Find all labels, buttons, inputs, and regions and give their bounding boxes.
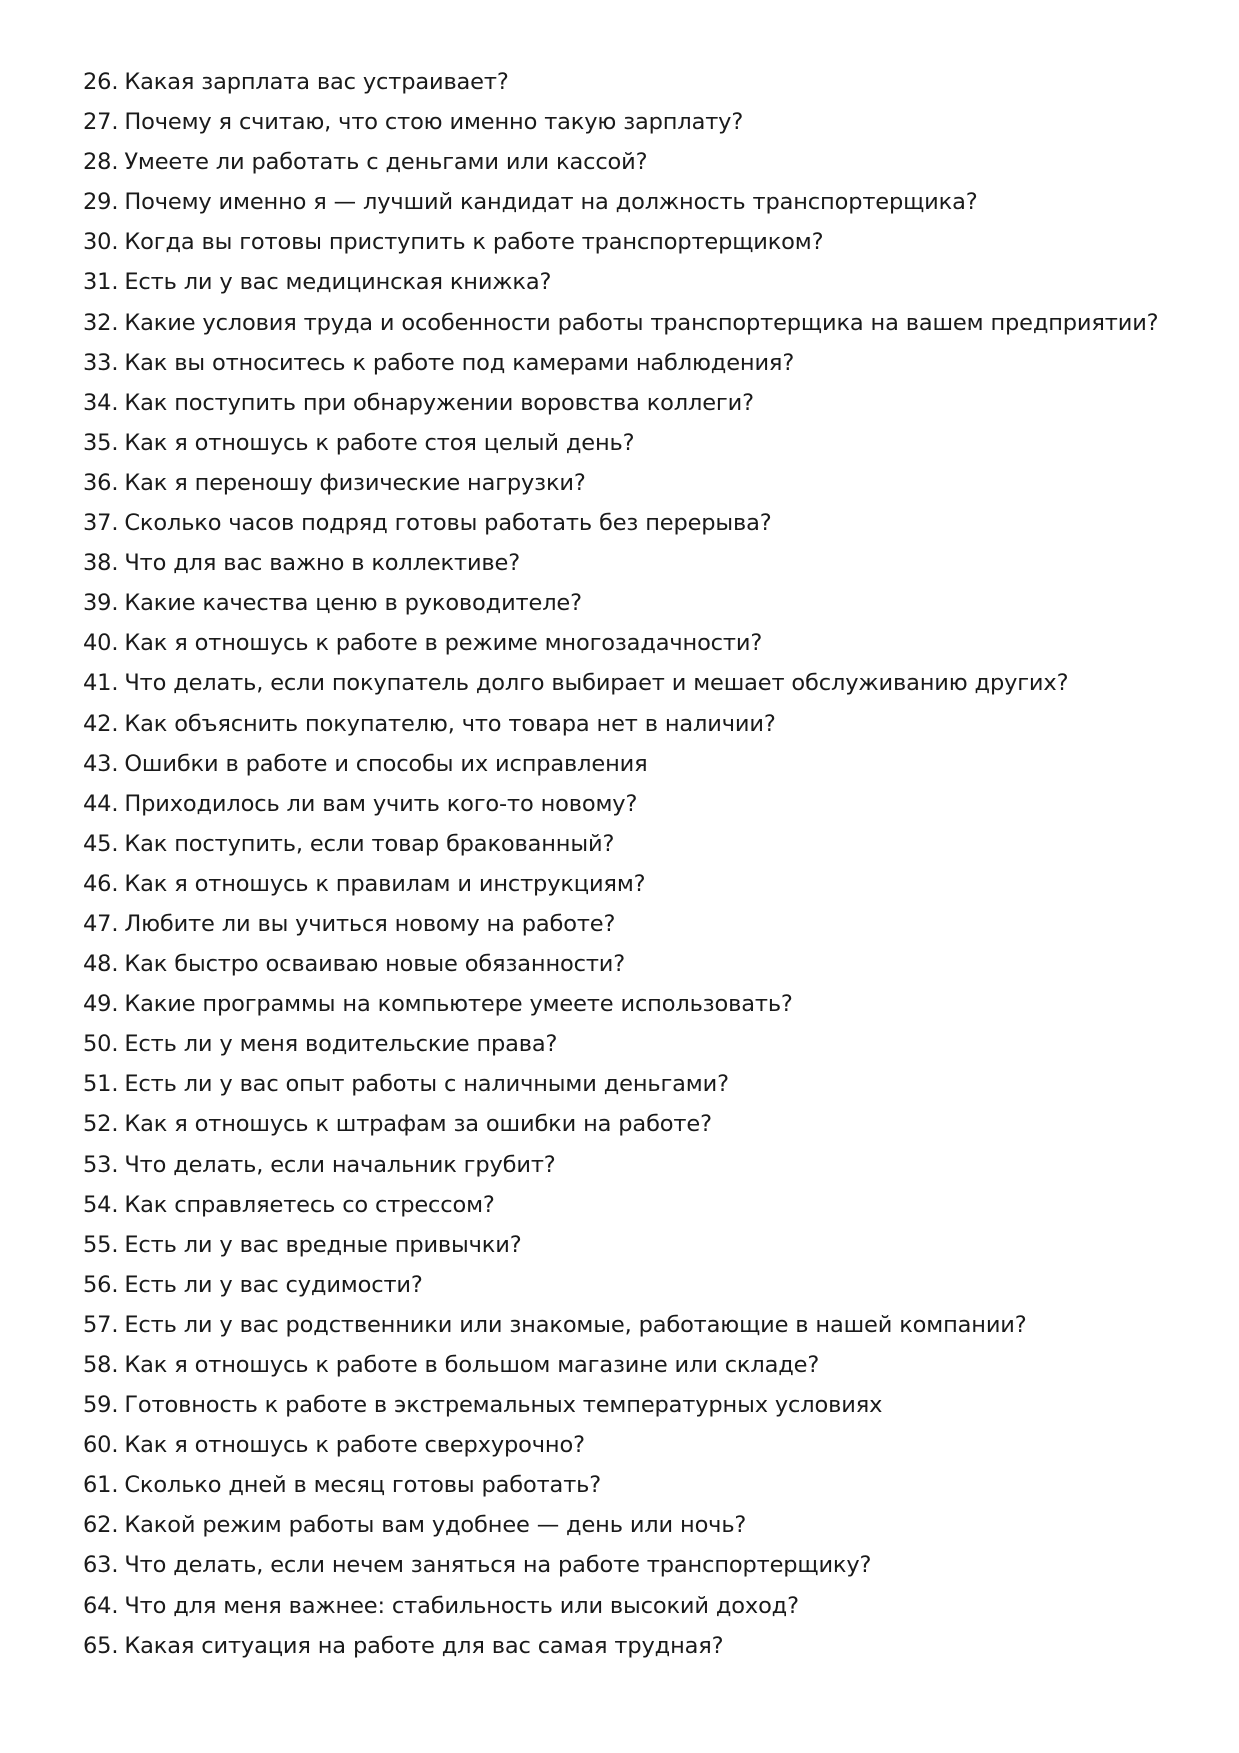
question-text: Что делать, если нечем заняться на работе транспортерщику? xyxy=(124,1552,872,1579)
question-item xyxy=(83,1265,1158,1305)
question-item xyxy=(83,1225,1158,1265)
question-text: Как я отношусь к работе стоя целый день? xyxy=(124,429,635,456)
question-item xyxy=(83,102,1158,142)
question-text: Как я отношусь к работе сверхурочно? xyxy=(124,1432,585,1459)
question-number: 35. xyxy=(83,429,119,456)
question-item xyxy=(83,1024,1158,1064)
question-text: Есть ли у вас вредные привычки? xyxy=(124,1231,522,1258)
question-item xyxy=(83,343,1158,383)
question-number: 28. xyxy=(83,149,119,176)
question-item xyxy=(83,944,1158,984)
question-item xyxy=(83,744,1158,784)
question-number: 26. xyxy=(83,69,119,95)
question-number: 38. xyxy=(83,550,119,577)
question-item xyxy=(83,864,1158,904)
question-text: Почему я считаю, что стою именно такую зарплату? xyxy=(124,109,744,136)
question-item xyxy=(83,1545,1158,1585)
question-text: Любите ли вы учиться новому на работе? xyxy=(124,910,616,937)
question-list xyxy=(83,62,1158,1666)
question-item xyxy=(83,62,1158,102)
question-text: Как я отношусь к правилам и инструкциям? xyxy=(124,870,646,897)
question-text: Какие качества ценю в руководителе? xyxy=(124,590,582,617)
question-number: 57. xyxy=(83,1311,119,1338)
question-item xyxy=(83,1505,1158,1545)
question-item xyxy=(83,1064,1158,1104)
question-text: Сколько дней в месяц готовы работать? xyxy=(124,1472,602,1499)
question-number: 30. xyxy=(83,229,119,256)
question-item xyxy=(83,1626,1158,1666)
question-number: 44. xyxy=(83,790,119,817)
question-item xyxy=(83,222,1158,262)
question-number: 60. xyxy=(83,1432,119,1459)
question-text: Почему именно я — лучший кандидат на должность транспортерщика? xyxy=(124,189,978,216)
question-number: 63. xyxy=(83,1552,119,1579)
question-text: Какой режим работы вам удобнее — день или ночь? xyxy=(124,1512,747,1539)
question-item xyxy=(83,543,1158,583)
question-text: Есть ли у вас судимости? xyxy=(124,1271,423,1298)
question-item xyxy=(83,503,1158,543)
question-item xyxy=(83,824,1158,864)
question-number: 47. xyxy=(83,910,119,937)
question-item xyxy=(83,1465,1158,1505)
question-text: Как справляетесь со стрессом? xyxy=(124,1191,495,1218)
question-number: 51. xyxy=(83,1071,119,1098)
question-item xyxy=(83,262,1158,302)
question-item xyxy=(83,383,1158,423)
question-text: Умеете ли работать с деньгами или кассой? xyxy=(124,149,648,176)
question-number: 33. xyxy=(83,349,119,376)
question-item xyxy=(83,1305,1158,1345)
question-text: Как я отношусь к работе в большом магазине или складе? xyxy=(124,1352,820,1378)
question-item xyxy=(83,904,1158,944)
question-text: Как быстро осваиваю новые обязанности? xyxy=(124,951,626,978)
question-number: 29. xyxy=(83,189,119,216)
question-item xyxy=(83,663,1158,703)
question-item xyxy=(83,1145,1158,1185)
question-number: 27. xyxy=(83,109,119,136)
question-number: 65. xyxy=(83,1632,119,1659)
question-item xyxy=(83,182,1158,222)
question-number: 36. xyxy=(83,469,119,496)
question-number: 39. xyxy=(83,590,119,617)
question-text: Есть ли у вас медицинская книжка? xyxy=(124,269,552,296)
question-number: 37. xyxy=(83,510,119,537)
question-number: 31. xyxy=(83,269,119,296)
question-item xyxy=(83,1104,1158,1144)
question-item xyxy=(83,623,1158,663)
question-number: 40. xyxy=(83,630,119,657)
question-number: 56. xyxy=(83,1271,119,1298)
question-item xyxy=(83,1345,1158,1385)
question-text: Какие программы на компьютере умеете использовать? xyxy=(124,991,793,1018)
question-number: 42. xyxy=(83,710,119,737)
question-text: Что для меня важнее: стабильность или высокий доход? xyxy=(124,1592,799,1619)
question-number: 64. xyxy=(83,1592,119,1619)
question-item xyxy=(83,303,1158,343)
question-text: Как объяснить покупателю, что товара нет в наличии? xyxy=(124,710,776,737)
question-number: 50. xyxy=(83,1031,119,1058)
question-text: Как вы относитесь к работе под камерами наблюдения? xyxy=(124,349,795,376)
question-text: Как я отношусь к работе в режиме многозадачности? xyxy=(124,630,763,657)
question-text: Готовность к работе в экстремальных температурных условиях xyxy=(124,1392,883,1419)
question-item xyxy=(83,423,1158,463)
question-text: Что для вас важно в коллективе? xyxy=(124,550,521,577)
question-text: Есть ли у вас родственники или знакомые, работающие в нашей компании? xyxy=(124,1311,1027,1338)
question-item xyxy=(83,784,1158,824)
question-text: Сколько часов подряд готовы работать без перерыва? xyxy=(124,510,772,537)
question-item xyxy=(83,463,1158,503)
question-number: 55. xyxy=(83,1231,119,1258)
question-item xyxy=(83,984,1158,1024)
question-number: 49. xyxy=(83,991,119,1018)
question-item xyxy=(83,583,1158,623)
question-number: 41. xyxy=(83,670,119,697)
question-item xyxy=(83,1385,1158,1425)
question-text: Как я отношусь к штрафам за ошибки на работе? xyxy=(124,1111,712,1138)
question-text: Приходилось ли вам учить кого-то новому? xyxy=(124,790,638,817)
question-text: Что делать, если начальник грубит? xyxy=(124,1151,556,1178)
question-number: 54. xyxy=(83,1191,119,1218)
question-text: Ошибки в работе и способы их исправления xyxy=(124,750,648,777)
question-item xyxy=(83,1425,1158,1465)
question-text: Есть ли у меня водительские права? xyxy=(124,1031,558,1058)
question-item xyxy=(83,142,1158,182)
question-text: Какая зарплата вас устраивает? xyxy=(124,69,509,95)
question-text: Какие условия труда и особенности работы транспортерщика на вашем предприятии? xyxy=(124,309,1159,336)
question-number: 58. xyxy=(83,1352,119,1378)
question-number: 53. xyxy=(83,1151,119,1178)
question-item xyxy=(83,1185,1158,1225)
question-number: 59. xyxy=(83,1392,119,1419)
question-number: 32. xyxy=(83,309,119,336)
question-number: 61. xyxy=(83,1472,119,1499)
question-number: 45. xyxy=(83,830,119,857)
question-text: Как я переношу физические нагрузки? xyxy=(124,469,586,496)
question-text: Что делать, если покупатель долго выбирает и мешает обслуживанию других? xyxy=(124,670,1069,697)
question-item xyxy=(83,704,1158,744)
question-text: Какая ситуация на работе для вас самая трудная? xyxy=(124,1632,724,1659)
question-text: Когда вы готовы приступить к работе транспортерщиком? xyxy=(124,229,824,256)
question-number: 48. xyxy=(83,951,119,978)
question-number: 34. xyxy=(83,389,119,416)
question-number: 43. xyxy=(83,750,119,777)
question-text: Как поступить при обнаружении воровства коллеги? xyxy=(124,389,754,416)
question-item xyxy=(83,1586,1158,1626)
question-number: 52. xyxy=(83,1111,119,1138)
question-text: Есть ли у вас опыт работы с наличными деньгами? xyxy=(124,1071,729,1098)
question-number: 46. xyxy=(83,870,119,897)
question-text: Как поступить, если товар бракованный? xyxy=(124,830,615,857)
question-number: 62. xyxy=(83,1512,119,1539)
